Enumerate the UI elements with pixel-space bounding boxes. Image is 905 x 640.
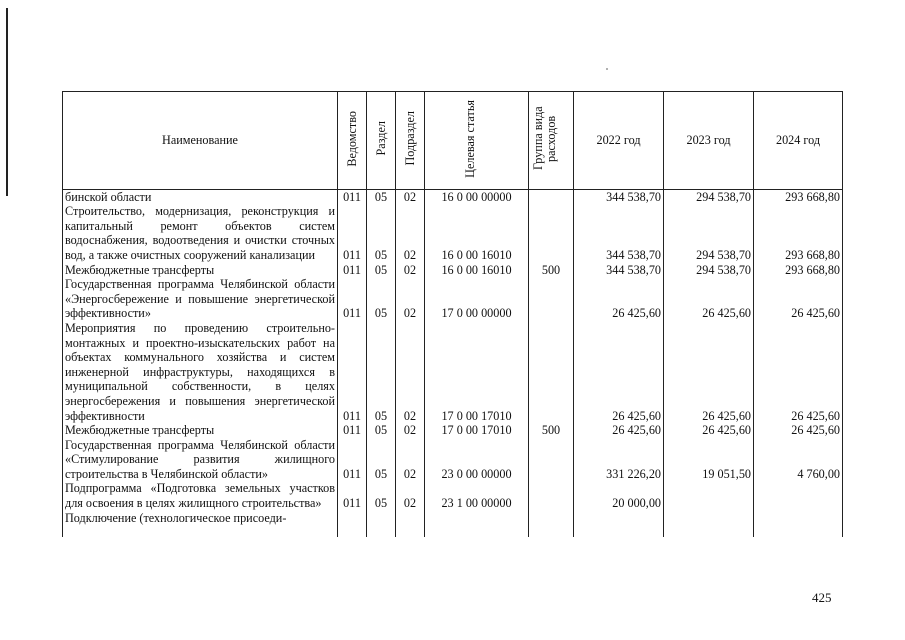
row-section: 05 [367,263,396,278]
row-2024 [754,511,843,537]
row-subsection: 02 [396,277,425,321]
row-2023: 26 425,60 [664,321,754,423]
row-name: Межбюджетные трансферты [63,263,338,278]
row-dept: 011 [338,204,367,262]
header-2024: 2024 год [754,92,843,190]
row-2022: 20 000,00 [574,481,664,510]
row-target: 16 0 00 00000 [425,189,529,204]
row-2024: 26 425,60 [754,277,843,321]
row-2024: 26 425,60 [754,321,843,423]
row-2024: 293 668,80 [754,263,843,278]
row-name: Государственная программа Челябинской области «Стимулирование развития жилищного строительства в Челябинской области» [63,438,338,482]
row-exp-group [529,321,574,423]
row-name: Государственная программа Челябинской области «Энергосбережение и повышение энергетической эффективности» [63,277,338,321]
row-section [367,511,396,537]
scan-page-edge [6,8,8,196]
row-2022: 26 425,60 [574,277,664,321]
row-section: 05 [367,438,396,482]
row-section: 05 [367,481,396,510]
row-name: бинской области [63,189,338,204]
header-target: Целевая статья [425,92,529,190]
row-exp-group [529,481,574,510]
row-dept: 011 [338,277,367,321]
row-name: Подпрограмма «Подготовка земельных участков для освоения в целях жилищного строительства» [63,481,338,510]
table-row [63,277,843,321]
row-2022: 26 425,60 [574,321,664,423]
header-subsection: Подраздел [396,92,425,190]
row-dept: 011 [338,321,367,423]
row-subsection: 02 [396,438,425,482]
row-2023: 294 538,70 [664,204,754,262]
row-section: 05 [367,277,396,321]
header-2023: 2023 год [664,92,754,190]
row-dept: 011 [338,423,367,438]
row-exp-group [529,204,574,262]
row-name: Подключение (технологическое присоеди- [63,511,338,537]
row-2023 [664,511,754,537]
table-row [63,321,843,423]
row-target: 16 0 00 16010 [425,204,529,262]
row-exp-group [529,189,574,204]
row-dept: 011 [338,189,367,204]
row-2023: 294 538,70 [664,263,754,278]
row-2024: 26 425,60 [754,423,843,438]
row-section: 05 [367,423,396,438]
row-name: Межбюджетные трансферты [63,423,338,438]
row-exp-group: 500 [529,423,574,438]
row-subsection: 02 [396,423,425,438]
table-header [63,92,843,190]
row-2022: 344 538,70 [574,263,664,278]
row-subsection: 02 [396,481,425,510]
budget-table [62,91,843,537]
row-2023: 294 538,70 [664,189,754,204]
page-number: 425 [812,590,832,605]
header-name: Наименование [63,92,338,190]
header-2022: 2022 год [574,92,664,190]
row-dept: 011 [338,481,367,510]
header-section: Раздел [367,92,396,190]
row-2023: 26 425,60 [664,423,754,438]
row-target: 17 0 00 17010 [425,423,529,438]
row-target: 17 0 00 17010 [425,321,529,423]
row-2022: 344 538,70 [574,204,664,262]
header-exp-group: Группа вида расходов [529,92,574,190]
row-2024: 4 760,00 [754,438,843,482]
row-subsection: 02 [396,263,425,278]
header-dept: Ведомство [338,92,367,190]
table-row [63,511,843,537]
row-2023: 26 425,60 [664,277,754,321]
table-body [63,189,843,537]
row-dept [338,511,367,537]
row-2024: 293 668,80 [754,189,843,204]
row-target: 23 1 00 00000 [425,481,529,510]
row-exp-group [529,277,574,321]
row-2022 [574,511,664,537]
row-subsection: 02 [396,204,425,262]
row-2023 [664,481,754,510]
row-target [425,511,529,537]
table-row [63,263,843,278]
row-2022: 26 425,60 [574,423,664,438]
row-target: 17 0 00 00000 [425,277,529,321]
row-2024: 293 668,80 [754,204,843,262]
table-row [63,438,843,482]
row-target: 16 0 00 16010 [425,263,529,278]
row-2023: 19 051,50 [664,438,754,482]
row-dept: 011 [338,263,367,278]
row-target: 23 0 00 00000 [425,438,529,482]
row-dept: 011 [338,438,367,482]
row-section: 05 [367,321,396,423]
row-exp-group [529,438,574,482]
row-exp-group [529,511,574,537]
table-row [63,189,843,204]
row-section: 05 [367,189,396,204]
table-row [63,481,843,510]
row-exp-group: 500 [529,263,574,278]
table-row [63,204,843,262]
table-row [63,423,843,438]
row-section: 05 [367,204,396,262]
row-name: Мероприятия по проведению строительно-монтажных и проектно-изыскательских работ на объектах коммунального хозяйства и систем инженерной инфраструктуры, находящихся в муниципальной собственности, в целях энергосбережения и повышения энергетической эффективности [63,321,338,423]
row-subsection: 02 [396,321,425,423]
scan-speck [606,68,608,70]
row-2024 [754,481,843,510]
row-2022: 331 226,20 [574,438,664,482]
row-2022: 344 538,70 [574,189,664,204]
row-subsection: 02 [396,189,425,204]
row-name: Строительство, модернизация, реконструкция и капитальный ремонт объектов систем водоснабжения, водоотведения и очистки сточных вод, а также очистных сооружений канализации [63,204,338,262]
row-subsection [396,511,425,537]
